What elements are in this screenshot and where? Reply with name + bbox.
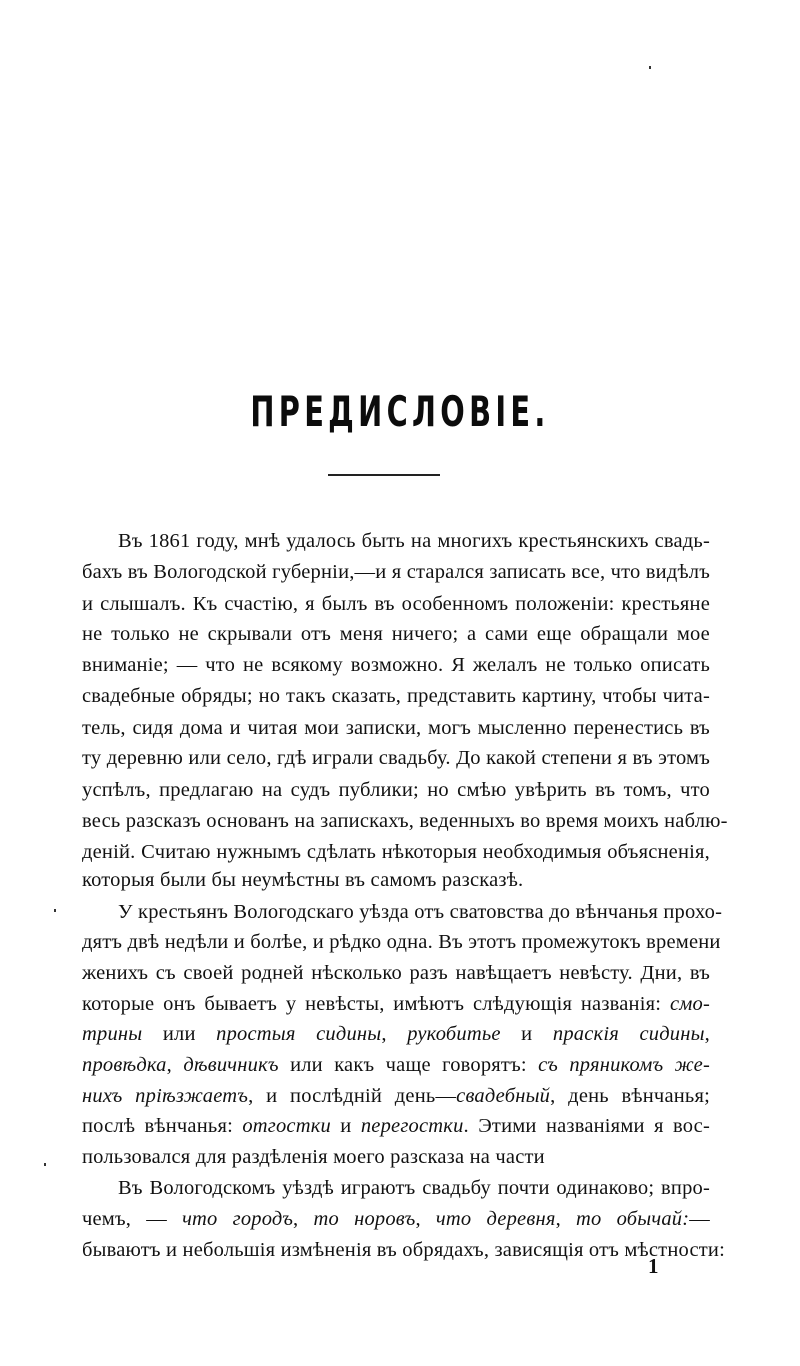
text-line — [82, 1053, 710, 1077]
italic-term: свадебный — [456, 1085, 551, 1107]
text-line — [82, 684, 710, 708]
text-segment: пользовался для раздѣленія моего разсказа на части — [82, 1146, 545, 1168]
text-segment: весь разсказъ основанъ на запискахъ, веденныхъ во время моихъ наблю- — [82, 810, 728, 832]
italic-term: то обычай: — [576, 1208, 690, 1230]
text-line — [82, 1145, 710, 1169]
scan-speck — [649, 66, 651, 69]
text-line — [82, 961, 710, 985]
italic-term: нихъ пріѣзжаетъ — [82, 1085, 249, 1107]
page-number: 1 — [648, 1254, 659, 1278]
text-segment: вниманіе; — что не всякому возможно. Я желалъ не только описать — [82, 654, 710, 676]
text-segment: , и послѣдній день— — [248, 1085, 457, 1107]
scan-speck — [44, 1163, 46, 1166]
text-segment: успѣлъ, предлагаю на судъ публики; но смѣю увѣрить въ томъ, что — [82, 779, 710, 801]
text-segment: — — [689, 1208, 710, 1230]
text-segment: и — [500, 1023, 553, 1045]
italic-term: что деревня — [435, 1208, 556, 1230]
text-line — [82, 1022, 710, 1046]
text-segment: дятъ двѣ недѣли и болѣе, и рѣдко одна. Въ этотъ промежутокъ времени — [82, 931, 721, 953]
text-segment: женихъ съ своей родней нѣсколько разъ навѣщаетъ невѣсту. Дни, въ — [82, 962, 710, 984]
text-line — [118, 529, 710, 553]
text-segment: которые онъ бываетъ у невѣсты, имѣютъ слѣдующія названія: — [82, 993, 670, 1015]
text-line — [118, 900, 723, 924]
text-segment: , — [704, 1023, 710, 1045]
text-segment: свадебные обряды; но такъ сказать, представить картину, чтобы чита- — [82, 685, 710, 707]
text-line — [82, 716, 710, 740]
text-segment: которыя были бы неумѣстны въ самомъ разсказѣ. — [82, 869, 524, 891]
text-segment: , — [166, 1054, 184, 1076]
text-segment: и — [330, 1115, 361, 1137]
text-segment: бываютъ и небольшія измѣненія въ обрядахъ, зависящія отъ мѣстности: — [82, 1239, 725, 1261]
heading-rule — [328, 474, 440, 476]
text-line — [82, 1114, 710, 1138]
italic-term: простыя сидины — [216, 1023, 382, 1045]
text-line — [82, 592, 710, 616]
text-line — [82, 746, 710, 770]
text-line — [82, 778, 710, 802]
text-segment: ту деревню или село, гдѣ играли свадьбу. До какой степени я въ этомъ — [82, 747, 710, 769]
text-segment: и слышалъ. Къ счастію, я былъ въ особенномъ положеніи: крестьяне — [82, 593, 710, 615]
text-line — [82, 1084, 710, 1108]
italic-term: съ пряникомъ же- — [538, 1054, 710, 1076]
text-segment: или какъ чаще говорятъ: — [278, 1054, 539, 1076]
text-segment: Въ Вологодскомъ уѣздѣ играютъ свадьбу почти одинаково; впро- — [118, 1177, 710, 1199]
text-segment: , день вѣнчанья; — [550, 1085, 710, 1107]
page-heading: ПРЕДИСЛОВІЕ. — [250, 388, 550, 437]
italic-term: что городъ — [182, 1208, 294, 1230]
text-line — [82, 992, 710, 1016]
text-segment: чемъ, — — [82, 1208, 183, 1230]
text-line — [82, 560, 710, 584]
text-segment: Въ 1861 году, мнѣ удалось быть на многихъ крестьянскихъ свадь- — [118, 530, 710, 552]
text-line — [82, 840, 710, 864]
text-line — [118, 1176, 710, 1200]
text-line — [82, 622, 710, 646]
text-segment: бахъ въ Вологодской губерніи,—и я старался записать все, что видѣлъ — [82, 561, 711, 583]
text-line — [82, 868, 710, 892]
italic-term: перегостки — [360, 1115, 464, 1137]
text-segment: не только не скрывали отъ меня ничего; а сами еще обращали мое — [82, 623, 710, 645]
scan-speck — [54, 909, 56, 912]
italic-term: рукобитье — [407, 1023, 501, 1045]
text-segment: , — [293, 1208, 314, 1230]
text-segment: деній. Считаю нужнымъ сдѣлать нѣкоторыя необходимыя объясненія, — [82, 841, 710, 863]
text-line — [82, 1207, 710, 1231]
text-segment: тель, сидя дома и читая мои записки, могъ мысленно перенестись въ — [82, 717, 710, 739]
text-segment: У крестьянъ Вологодскаго уѣзда отъ сватовства до вѣнчанья прохо- — [118, 901, 723, 923]
italic-term: праскія сидины — [552, 1023, 705, 1045]
text-segment: , — [415, 1208, 436, 1230]
text-line — [82, 809, 728, 833]
text-line — [82, 930, 721, 954]
text-segment: . Этими названіями я вос- — [463, 1115, 710, 1137]
text-segment: или — [142, 1023, 217, 1045]
text-line — [82, 653, 710, 677]
text-line — [82, 1238, 725, 1262]
italic-term: дѣвичникъ — [183, 1054, 279, 1076]
italic-term: отгостки — [242, 1115, 331, 1137]
italic-term: провѣдка — [82, 1054, 167, 1076]
text-segment: , — [381, 1023, 408, 1045]
text-segment: , — [555, 1208, 577, 1230]
italic-term: смо- — [669, 993, 710, 1015]
italic-term: трины — [82, 1023, 143, 1045]
italic-term: то норовъ — [313, 1208, 416, 1230]
text-segment: послѣ вѣнчанья: — [82, 1115, 243, 1137]
